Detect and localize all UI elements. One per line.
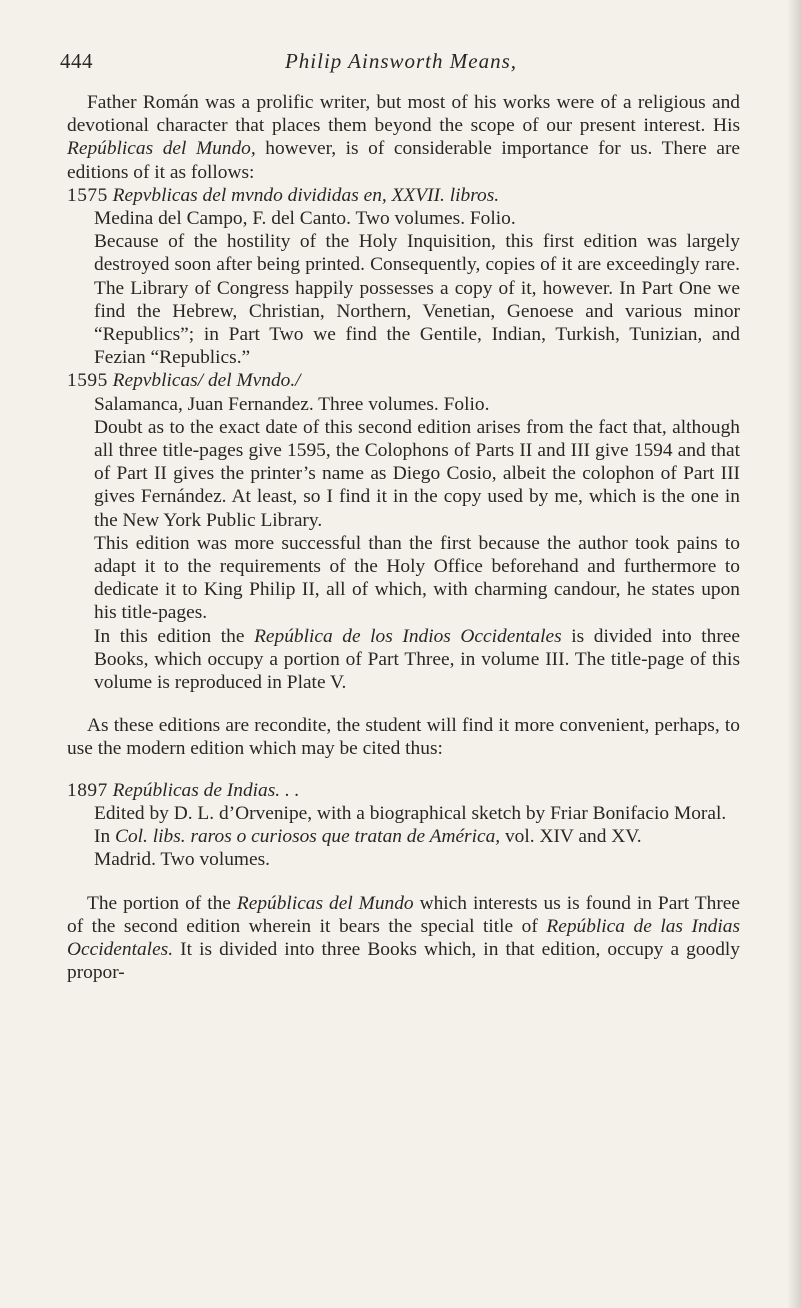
edition-imprint: Madrid. Two volumes. <box>94 849 271 871</box>
edition-title: Repúblicas de Indias. . . <box>112 779 300 801</box>
italic-title: República de las Indias Occidentales. <box>67 915 740 960</box>
edition-note: This edition was more successful than the first because the author took pains to adapt it to the requirements of the Holy Office beforehand and furthermore to dedicate it to King Philip II, all of which, with charming candour, he states upon his title-pages. <box>94 532 740 624</box>
page-number: 444 <box>60 49 93 73</box>
italic-title: Col. libs. raros o curiosos que tratan de América, <box>115 826 501 848</box>
text-run: however, is of considerable importance for us. There are editions of it as follows: <box>67 138 741 183</box>
text-run: In <box>94 826 116 848</box>
edition-imprint: Salamanca, Juan Fernandez. Three volumes. Folio. <box>94 393 490 415</box>
edition-year: 1595 <box>67 370 108 392</box>
text-run: The portion of the <box>87 892 237 914</box>
edition-imprint: Medina del Campo, F. del Canto. Two volumes. Folio. <box>94 208 516 230</box>
text-run: is divided into three Books, which occupy a portion of Part Three, in volume III. The title-page of this volume is reproduced in Plate V. <box>94 625 741 694</box>
italic-title: Repúblicas del Mundo, <box>67 138 256 160</box>
edition-title: Repvblicas/ del Mvndo./ <box>112 370 301 392</box>
text-run: In this edition the <box>94 625 255 647</box>
edition-note <box>67 625 740 695</box>
edition-collection-line <box>67 825 740 848</box>
edition-year: 1897 <box>67 779 108 801</box>
page-body <box>67 91 740 984</box>
text-run: which interests us is found in Part Three of the second edition wherein it bears the special title of <box>67 892 740 937</box>
edition-note: Doubt as to the exact date of this second edition arises from the fact that, although all three title-pages give 1595, the Colophons of Parts II and III give 1594 and that of Part II gives the printer’s name as Diego Cosio, albeit the colophon of Part III gives Fernández. At least, so I find it in the copy used by me, which is the one in the New York Public Library. <box>94 416 740 531</box>
text-run: It is divided into three Books which, in that edition, occupy a goodly propor- <box>67 938 740 984</box>
italic-title: Repúblicas del Mundo <box>236 892 414 914</box>
text-run: Father Román was a prolific writer, but most of his works were of a religious and devotional character that places them beyond the scope of our present interest. His <box>67 92 740 137</box>
intro-paragraph <box>67 91 740 184</box>
page-header <box>60 49 742 79</box>
edition-title: Repvblicas del mvndo divididas en, XXVII. libros. <box>112 184 500 206</box>
edition-editor-line: Edited by D. L. d’Orvenipe, with a biographical sketch by Friar Bonifacio Moral. <box>94 802 727 824</box>
running-title: Philip Ainsworth Means, <box>284 49 518 73</box>
text-run: vol. XIV and XV. <box>500 826 642 848</box>
closing-paragraph <box>67 892 740 985</box>
page-edge-shadow <box>787 0 801 1308</box>
edition-1575-heading <box>67 184 740 207</box>
edition-1897-heading <box>67 779 740 802</box>
italic-title: República de los Indios Occidentales <box>254 625 562 647</box>
modern-edition-paragraph: As these editions are recondite, the student will find it more convenient, perhaps, to use the modern edition which may be cited thus: <box>67 715 740 760</box>
edition-year: 1575 <box>67 184 108 206</box>
edition-1595-heading <box>67 369 740 392</box>
edition-note: Because of the hostility of the Holy Inquisition, this first edition was largely destroyed soon after being printed. Consequently, copies of it are exceedingly rare. The Library of Congress happily possesses a copy of it, however. In Part One we find the Hebrew, Christian, Northern, Venetian, Genoese and various minor “Republics”; in Part Two we find the Gentile, Indian, Turkish, Tunizian, and Fezian “Republics.” <box>94 231 740 369</box>
